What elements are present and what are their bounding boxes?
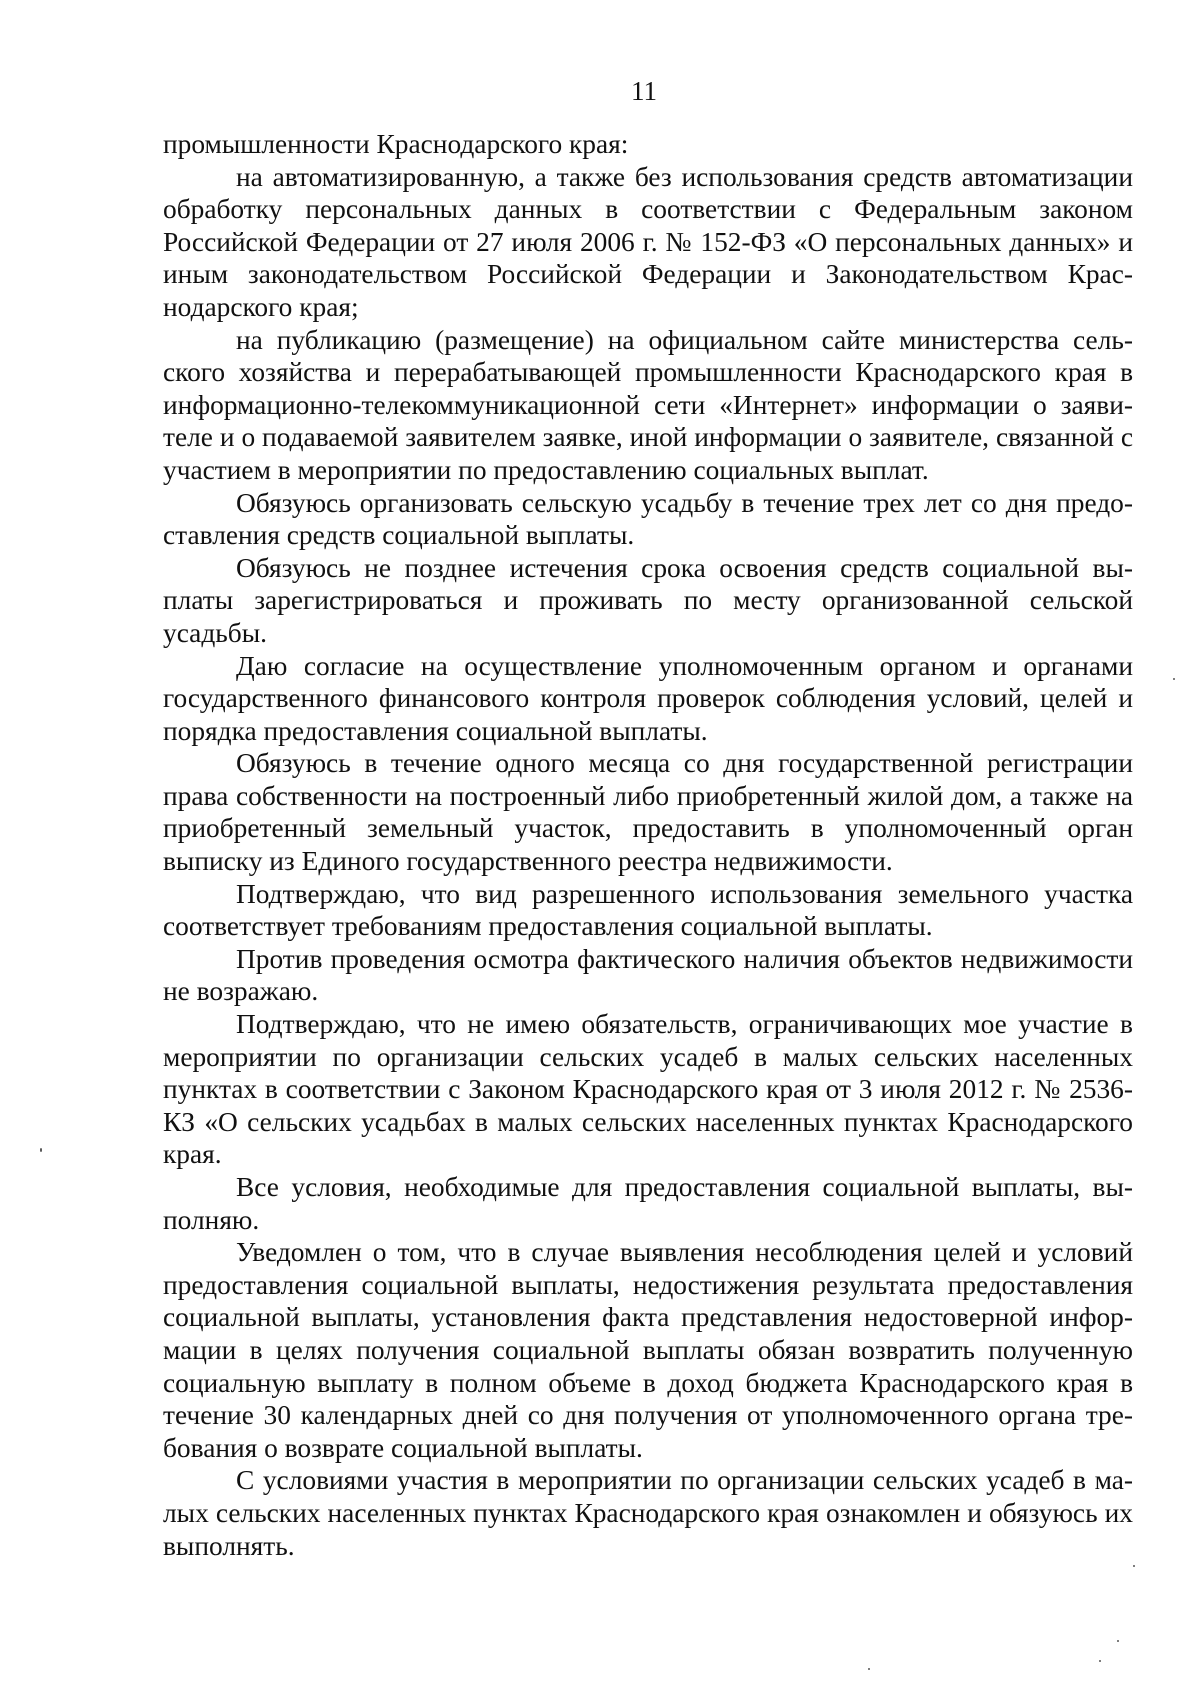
paragraph-obligation-homestead: Обязуюсь организовать сельскую усадьбу в течение трех лет со дня предоставления средств социальной выплаты. bbox=[163, 487, 1133, 551]
page-number: 11 bbox=[631, 76, 657, 106]
paragraph-conditions-fulfilled: Все условия, необходимые для предоставления социальной выплаты, выполняю. bbox=[163, 1172, 1133, 1235]
document-body bbox=[163, 128, 1133, 1562]
paragraph-notified-refund: Уведомлен о том, что в случае выявления несоблюдения целей и условий предоставления социальной выплаты, недостижения результата предоставления социальной выплаты, установления факта представления недостоверной информации в целях получения социальной выплаты обязан возвратить полученную социальную выплату в полном объеме в доход бюджета Краснодарского края в течение 30 календарных дней со дня получения от уполномоченного органа требования о возврате социальной выплаты. bbox=[163, 1237, 1133, 1463]
paragraph-continuation: промышленности Краснодарского края: bbox=[163, 129, 629, 159]
scan-speck bbox=[1099, 1660, 1101, 1662]
scan-speck bbox=[40, 1148, 42, 1152]
scan-speck bbox=[868, 1668, 870, 1670]
paragraph-confirm-no-obligations: Подтверждаю, что не имею обязательств, ограничивающих мое участие в мероприятии по организации сельских усадеб в малых сельских населенных пунктах в соответствии с Законом Краснодарского края от 3 июля 2012 г. № 2536-КЗ «О сельских усадьбах в малых сельских населенных пунктах Краснодарского края. bbox=[163, 1009, 1133, 1170]
paragraph-confirm-land-use: Подтверждаю, что вид разрешенного использования земельного участка соответствует требованиям предоставления социальной выплаты. bbox=[163, 878, 1133, 942]
paragraph-consent-inspections: Даю согласие на осуществление уполномоченным органом и органами государственного финансового контроля проверок соблюдения условий, целей и порядка предоставления социальной выплаты. bbox=[163, 650, 1133, 746]
paragraph-obligation-registration: Обязуюсь не позднее истечения срока освоения средств социальной выплаты зарегистрироваться и проживать по месту организованной сельской усадьбы. bbox=[163, 552, 1133, 648]
paragraph-consent-publication: на публикацию (размещение) на официальном сайте министерства сельского хозяйства и перерабатывающей промышленности Краснодарского края в информационно-телекоммуникационной сети «Интернет» информации о заявителе и о подаваемой заявителем заявке, иной информации о заявителе, связанной с участием в мероприятии по предоставлению социальных выплат. bbox=[163, 324, 1133, 485]
scan-speck bbox=[1133, 1565, 1135, 1567]
scan-speck bbox=[1117, 1640, 1119, 1642]
scan-speck bbox=[1173, 678, 1175, 680]
paragraph-obligation-extract: Обязуюсь в течение одного месяца со дня государственной регистрации права собственности на построенный либо приобретенный жилой дом, а также на приобретенный земельный участок, предоставить в уполномоченный орган выписку из Единого государственного реестра недвижимости. bbox=[163, 748, 1133, 877]
paragraph-consent-processing: на автоматизированную, а также без использования средств автоматизации обработку персональных данных в соответствии с Федеральным законом Российской Федерации от 27 июля 2006 г. № 152-ФЗ «О персональных данных» и иным законодательством Российской Федерации и Законодательством Краснодарского края; bbox=[163, 161, 1133, 322]
paragraph-acquainted-conditions: С условиями участия в мероприятии по организации сельских усадеб в малых сельских населенных пунктах Краснодарского края ознакомлен и обязуюсь их выполнять. bbox=[163, 1465, 1133, 1561]
paragraph-no-objection-inspection: Против проведения осмотра фактического наличия объектов недвижимости не возражаю. bbox=[163, 943, 1133, 1007]
